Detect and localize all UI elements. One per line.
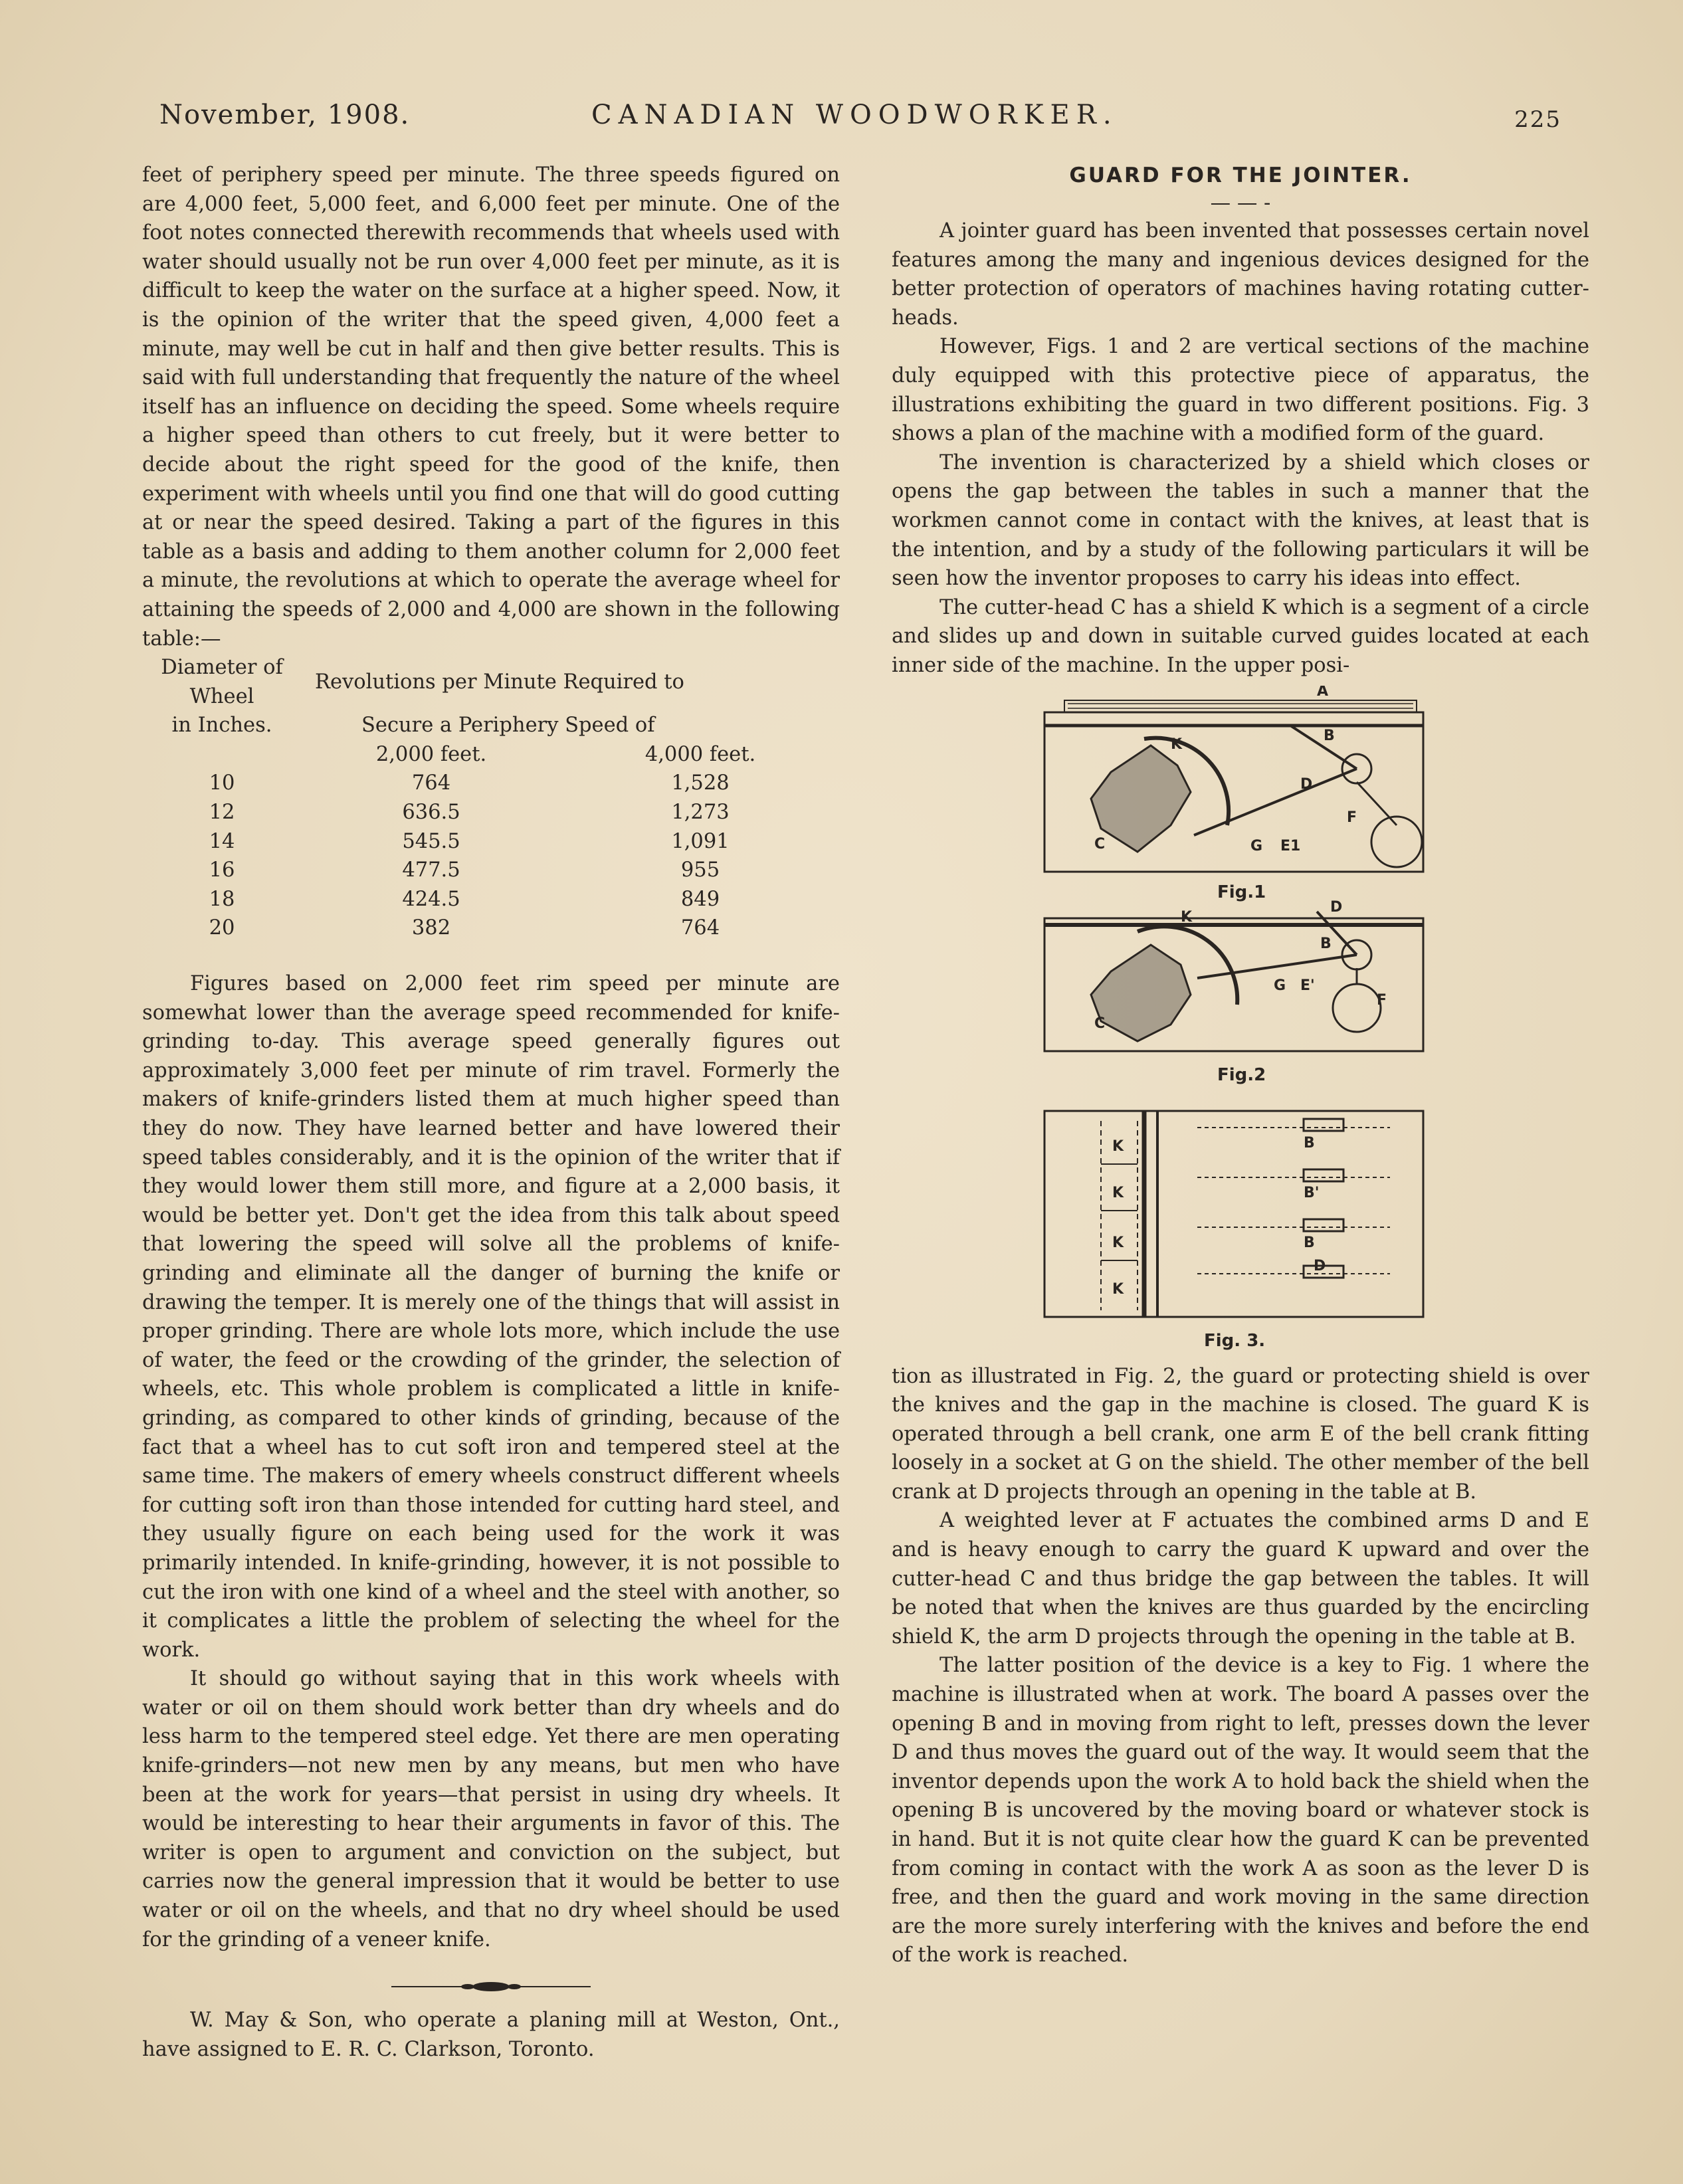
speed-table: [142, 653, 840, 943]
fig1-label-c: C: [1094, 835, 1106, 852]
table-subheader-row: [142, 740, 840, 769]
fig1-label-b: B: [1324, 727, 1335, 744]
table-header-diameter: Diameter of Wheel: [161, 656, 283, 708]
fig3-label-k: K: [1112, 1234, 1124, 1251]
table-row: 12 636.5 1,273: [209, 801, 730, 825]
fig3-label-d: D: [1314, 1257, 1326, 1274]
article-title: GUARD FOR THE JOINTER.: [1069, 163, 1412, 187]
table-row: 20 382 764: [209, 916, 720, 940]
fig2-label-f: F: [1377, 991, 1387, 1009]
fig3-label-k: K: [1112, 1280, 1124, 1298]
fig3-label-b2: B': [1304, 1184, 1320, 1201]
left-paragraph-4: W. May & Son, who operate a planing mill at Weston, Ont., have assigned to E. R. C. Clarkson, Toronto.: [142, 2009, 840, 2061]
fig2-label-d: D: [1330, 898, 1343, 916]
table-subheader-4000: 4,000 feet.: [644, 742, 756, 766]
fig1-label-f: F: [1347, 809, 1357, 826]
left-paragraph-2: Figures based on 2,000 feet rim speed per minute are somewhat lower than the average speed recommended for knife-grinding to-day. This average speed generally figures out approximately 3,000 feet per minute of rim travel. Formerly the makers of knife-grinders listed them at much higher speed than they do now. They have learned better and have lowered their speed tables considerably, and it is the opinion of the writer that if they would lower them still more, and figure at a 2,000 basis, it would be better yet. Don't get the idea from this talk about speed that lowering the speed will solve all the problems of knife-grinding and eliminate all the danger of burning the knife or drawing the temper. It is merely one of the things that will assist in proper grinding. There are whole lots more, which include the use of water, the feed or the crowding of the grinder, the selection of wheels, etc. This whole problem is complicated a little in knife-grinding, as compared to other kinds of grinding, because of the fact that a wheel has to cut soft iron and tempered steel at the same time. The makers of emery wheels construct different wheels for cutting soft iron than those intended for cutting hard steel, and they usually figure on each being used for the work it was primarily intended. In knife-grinding, however, it is not possible to cut the iron with one kind of a wheel and the steel with another, so it complicates a little the problem of selecting the wheel for the work.: [142, 972, 840, 1662]
jointer-figures: [1038, 686, 1436, 1357]
right-paragraph-5: tion as illustrated in Fig. 2, the guard or protecting shield is over the knives and the gap in the machine is closed. The guard K is operated through a bell crank, one arm E of the bell crank fitting loosely in a socket at G on the shield. The other member of the bell crank at D projects through an opening in the table at B.: [892, 1364, 1589, 1504]
fig3-drawing: [1044, 1111, 1423, 1317]
fig3-label-k: K: [1112, 1138, 1124, 1155]
fig2-label-g: G: [1274, 977, 1286, 994]
right-paragraph-6: A weighted lever at F actuates the combined arms D and E and is heavy enough to carry the guard K upward and over the cutter-head C and thus bridge the gap between the tables. It will be noted that when the knives are thus guarded by the encircling shield K, the arm D projects through the opening in the table at B.: [892, 1509, 1589, 1648]
page-number: 225: [1514, 106, 1561, 133]
fig2-label-b: B: [1320, 935, 1332, 952]
fig1-label-g: G: [1250, 837, 1263, 854]
table-header-row: [142, 653, 840, 711]
fig2-label-k: K: [1181, 908, 1193, 926]
figures-block: [892, 686, 1589, 1357]
table-header-inches: in Inches.: [171, 714, 272, 738]
page-header: [159, 100, 1561, 140]
left-paragraph-1: feet of periphery speed per minute. The three speeds figured on are 4,000 feet, 5,000 feet, and 6,000 feet per minute. One of the foot notes connected therewith recommends that wheels used with water should usually not be run over 4,000 feet per minute, as it is difficult to keep the water on the surface at a higher speed. Now, it is the opinion of the writer that the speed given, 4,000 feet a minute, may well be cut in half and then give better results. This is said with full understanding that frequently the nature of the wheel itself has an influence on deciding the speed. Some wheels require a higher speed than others to cut freely, but it were better to decide about the right speed for the good of the knife, then experiment with wheels until you find one that will do good cutting at or near the speed desired. Taking a part of the figures in this table as a basis and adding to them another column for 2,000 feet a minute, the revolutions at which to operate the average wheel for attaining the speeds of 2,000 and 4,000 are shown in the following table:—: [142, 163, 840, 650]
header-journal-title: CANADIAN WOODWORKER.: [591, 100, 1118, 130]
right-paragraph-7: The latter position of the device is a key to Fig. 1 where the machine is illustrated when at work. The board A passes over the opening B and in moving from right to left, presses down the lever D and thus moves the guard out of the way. It would seem that the inventor depends upon the work A to hold back the shield when the opening B is uncovered by the moving board or whatever stock is in hand. But it is not quite clear how the guard K can be prevented from coming in contact with the work A as soon as the lever D is free, and then the guard and work moving in the same direction are the more surely interfering with the knives and before the end of the work is reached.: [892, 1654, 1589, 1967]
right-column: [892, 161, 1589, 1970]
table-row: 14 545.5 1,091: [209, 829, 730, 853]
section-ornament: [142, 1973, 840, 1986]
fig2-caption: Fig.2: [1217, 1064, 1266, 1085]
fig1-caption: Fig.1: [1217, 882, 1266, 902]
table-header-revolutions: Revolutions per Minute Required to: [315, 670, 684, 694]
fig1-label-a: A: [1317, 685, 1329, 700]
fig1-label-e: E1: [1280, 837, 1301, 854]
table-header-periphery: Secure a Periphery Speed of: [361, 714, 655, 738]
title-dash: — — -: [1210, 191, 1271, 215]
right-paragraph-1: A jointer guard has been invented that possesses certain novel features among the many and ingenious devices designed for the better protection of operators of machines having rotating cutter-heads.: [892, 219, 1589, 330]
table-row: 10 764 1,528: [209, 771, 730, 795]
right-paragraph-3: The invention is characterized by a shield which closes or opens the gap between the tables in such a manner that the workmen cannot come in contact with the knives, at least that is the intention, and by a study of the following particulars it will be seen how the inventor proposes to carry his ideas into effect.: [892, 450, 1589, 591]
fig3-label-b: B: [1304, 1134, 1315, 1151]
left-column: [142, 161, 840, 2064]
right-paragraph-2: However, Figs. 1 and 2 are vertical sections of the machine duly equipped with this protective piece of apparatus, the illustrations exhibiting the guard in two different positions. Fig. 3 shows a plan of the machine with a modified form of the guard.: [892, 335, 1589, 446]
fig2-label-e: E': [1300, 977, 1315, 994]
table-header-row: [142, 711, 840, 740]
header-date: November, 1908.: [159, 100, 411, 130]
fig1-label-k: K: [1171, 736, 1183, 753]
fig3-caption: Fig. 3.: [1204, 1330, 1266, 1351]
fig2-label-c: C: [1094, 1015, 1106, 1032]
fig3-label-b: B: [1304, 1234, 1315, 1251]
fig3-label-k: K: [1112, 1184, 1124, 1201]
table-row: 16 477.5 955: [209, 858, 720, 882]
table-row: 18 424.5 849: [209, 887, 720, 911]
fig1-label-d: D: [1300, 775, 1313, 793]
right-paragraph-4: The cutter-head C has a shield K which is a segment of a circle and slides up and down in suitable curved guides located at each inner side of the machine. In the upper posi-: [892, 595, 1589, 677]
table-subheader-2000: 2,000 feet.: [375, 742, 487, 766]
left-paragraph-3: It should go without saying that in this work wheels with water or oil on them should work better than dry wheels and do less harm to the tempered steel edge. Yet there are men operating knife-grinders—not new men by any means, but men who have been at the work for years—that persist in using dry wheels. It would be interesting to hear their arguments in favor of this. The writer is open to argument and conviction on the subject, but carries now the general impression that it would be better to use water or oil on the wheels, and that no dry wheel should be used for the grinding of a veneer knife.: [142, 1667, 840, 1951]
